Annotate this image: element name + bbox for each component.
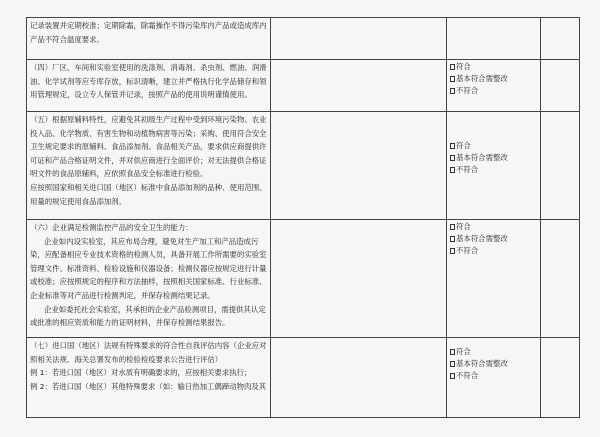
option-label: 符合 <box>456 141 471 151</box>
checkbox-icon[interactable] <box>450 236 455 242</box>
option-label: 基本符合需整改 <box>456 153 508 163</box>
requirement-cell <box>27 60 271 112</box>
table-row <box>27 60 580 112</box>
checkbox-icon[interactable] <box>450 155 455 161</box>
option-rectify[interactable] <box>450 152 537 164</box>
requirement-text: （六）企业满足检测监控产品的安全卫生的能力： <box>30 223 193 232</box>
result-cell <box>447 220 541 338</box>
option-nonconform[interactable] <box>450 164 537 176</box>
checkbox-icon[interactable] <box>450 167 455 173</box>
checkbox-icon[interactable] <box>450 64 455 70</box>
record-cell[interactable] <box>271 220 447 338</box>
checkbox-icon[interactable] <box>450 76 455 82</box>
checkbox-icon[interactable] <box>450 373 455 379</box>
option-label: 符合 <box>456 347 471 357</box>
result-cell <box>447 60 541 112</box>
requirement-cell <box>27 112 271 220</box>
option-rectify[interactable] <box>450 233 537 245</box>
record-cell[interactable] <box>271 112 447 220</box>
option-label: 符合 <box>456 62 471 72</box>
option-conform[interactable] <box>450 346 537 358</box>
requirement-text: 例 1：若进口国（地区）对水质有明确要求的，应按相关要求执行； <box>30 368 252 378</box>
requirement-cell <box>27 220 271 338</box>
assessment-table <box>26 17 580 418</box>
option-label: 符合 <box>456 222 471 232</box>
result-cell <box>447 112 541 220</box>
option-rectify[interactable] <box>450 358 537 370</box>
checkbox-icon[interactable] <box>450 361 455 367</box>
table-row <box>27 338 580 418</box>
option-nonconform[interactable] <box>450 85 537 97</box>
requirement-text: 企业如内设实验室，其应布局合理，避免对生产加工和产品造成污染，应配备相应专业技术资格的检测人员，具备开展工作所需要的实验室管理文件、标准资料、检验设施和仪器设备；检测仪器应按规定进行计量或校准；应按照规定的程序和方法抽样，按照相关国家标准、行业标准、企业标准等对产品进行检测判定，并保存检测结果记录。 <box>30 236 267 300</box>
option-label: 基本符合需整改 <box>456 234 508 244</box>
note-cell[interactable] <box>541 60 580 112</box>
table-row <box>27 112 580 220</box>
option-conform[interactable] <box>450 140 537 152</box>
note-cell[interactable] <box>541 220 580 338</box>
note-cell[interactable] <box>541 338 580 418</box>
requirement-text: （七）进口国（地区）法规有特殊要求的符合性自我评估内容（企业应对照相关法规、海关总署发布的检验检疫要求公告进行评估） <box>30 341 267 364</box>
record-cell[interactable] <box>271 338 447 418</box>
table-row <box>27 18 580 60</box>
checkbox-icon[interactable] <box>450 143 455 149</box>
record-cell[interactable] <box>271 60 447 112</box>
requirement-text: 应按照国家和相关进口国（地区）标准中食品添加剂的品种、使用范围、用量的规定使用食品添加剂。 <box>30 182 267 206</box>
requirement-text: 企业如委托社会实验室，其承担的企业产品检测项目，需提供其认定或批准的相应资质和能力的证明材料，并保存检测结果报告。 <box>30 304 266 328</box>
option-label: 不符合 <box>456 86 479 96</box>
option-label: 不符合 <box>456 165 479 175</box>
table-row <box>27 220 580 338</box>
option-conform[interactable] <box>450 221 537 233</box>
option-label: 基本符合需整改 <box>456 74 508 84</box>
note-cell[interactable] <box>541 112 580 220</box>
option-nonconform[interactable] <box>450 245 537 257</box>
note-cell[interactable] <box>541 18 580 60</box>
option-nonconform[interactable] <box>450 370 537 382</box>
requirement-cell <box>27 338 271 418</box>
result-cell <box>447 18 541 60</box>
requirement-text: （四）厂区、车间和实验室使用的洗涤剂、消毒剂、杀虫剂、燃油、润滑油、化学试剂等应专库存放，标识清晰，建立并严格执行化学品储存和领用管理规定，设立专人保管并记录，按照产品的使用说明谨慎使用。 <box>30 63 267 100</box>
checkbox-icon[interactable] <box>450 349 455 355</box>
option-label: 不符合 <box>456 246 479 256</box>
checkbox-icon[interactable] <box>450 224 455 230</box>
record-cell[interactable] <box>271 18 447 60</box>
checkbox-icon[interactable] <box>450 88 455 94</box>
option-rectify[interactable] <box>450 73 537 85</box>
requirement-text: 记录装置并定期校准；定期除霜，除霜操作不得污染库内产品或造成库内产品不符合温度要求。 <box>30 21 267 44</box>
option-label: 不符合 <box>456 371 479 381</box>
checkbox-icon[interactable] <box>450 248 455 254</box>
option-conform[interactable] <box>450 61 537 73</box>
requirement-cell <box>27 18 271 60</box>
requirement-text: （五）根据原辅料特性，应避免其初级生产过程中受到环境污染物、农业投入品、化学物质、有害生物和动植物病害等污染；采购、使用符合安全卫生规定要求的原辅料、食品添加剂、食品相关产品，要求供应商提供许可证和产品合格证明文件，并对供应商进行全面评价；对无法提供合格证明文件的食品原辅料，应依照食品安全标准进行检验。 <box>30 115 267 179</box>
result-cell <box>447 338 541 418</box>
requirement-text: 例 2：若进口国（地区）其他特殊要求（如：输日热加工偶蹄动物肉及其 <box>30 381 267 391</box>
option-label: 基本符合需整改 <box>456 359 508 369</box>
